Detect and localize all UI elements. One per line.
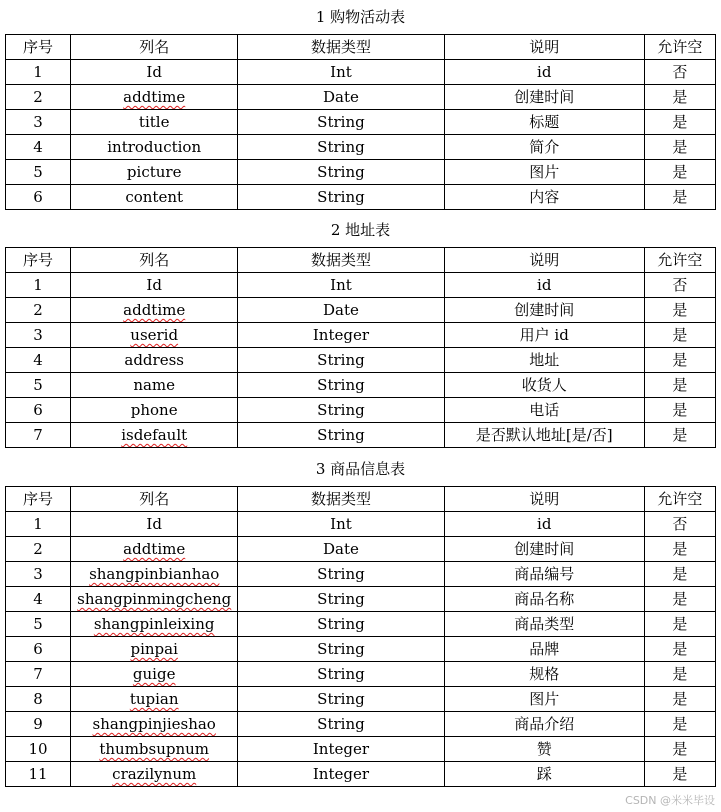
cell-index: 6 <box>6 398 71 423</box>
cell-description: 创建时间 <box>444 298 644 323</box>
column-name-text: pinpai <box>130 640 178 658</box>
cell-description: 是否默认地址[是/否] <box>444 423 644 448</box>
cell-data-type: Int <box>238 60 444 85</box>
header-nullable: 允许空 <box>644 35 715 60</box>
cell-data-type: String <box>238 423 444 448</box>
table-row <box>6 110 716 135</box>
cell-index: 4 <box>6 135 71 160</box>
cell-index: 10 <box>6 737 71 762</box>
cell-nullable: 是 <box>644 423 715 448</box>
cell-description: 商品编号 <box>444 562 644 587</box>
cell-description: 商品介绍 <box>444 712 644 737</box>
cell-column-name <box>71 323 238 348</box>
cell-data-type: Date <box>238 298 444 323</box>
cell-index: 4 <box>6 587 71 612</box>
header-index: 序号 <box>6 248 71 273</box>
table-3 <box>5 486 716 787</box>
cell-description: 标题 <box>444 110 644 135</box>
table-row <box>6 662 716 687</box>
cell-nullable: 是 <box>644 612 715 637</box>
header-description: 说明 <box>444 35 644 60</box>
cell-index: 3 <box>6 562 71 587</box>
cell-data-type: Int <box>238 273 444 298</box>
table-row <box>6 185 716 210</box>
cell-index: 11 <box>6 762 71 787</box>
header-column-name: 列名 <box>71 248 238 273</box>
cell-description: 用户 id <box>444 323 644 348</box>
header-nullable: 允许空 <box>644 248 715 273</box>
cell-index: 2 <box>6 298 71 323</box>
cell-nullable: 否 <box>644 60 715 85</box>
cell-data-type: String <box>238 562 444 587</box>
cell-nullable: 是 <box>644 537 715 562</box>
cell-nullable: 是 <box>644 662 715 687</box>
cell-index: 2 <box>6 85 71 110</box>
cell-data-type: String <box>238 662 444 687</box>
table-1-caption: 1 购物活动表 <box>315 8 406 26</box>
cell-index: 3 <box>6 110 71 135</box>
cell-description: 创建时间 <box>444 85 644 110</box>
column-name-text: shangpinmingcheng <box>77 590 232 608</box>
cell-column-name: Id <box>71 273 238 298</box>
table-3-caption: 3 商品信息表 <box>315 460 406 478</box>
cell-data-type: Integer <box>238 762 444 787</box>
cell-column-name <box>71 637 238 662</box>
header-description: 说明 <box>444 248 644 273</box>
cell-column-name: introduction <box>71 135 238 160</box>
column-name-text: thumbsupnum <box>99 740 210 758</box>
cell-column-name <box>71 737 238 762</box>
column-name-text: userid <box>130 326 179 344</box>
cell-column-name: title <box>71 110 238 135</box>
cell-data-type: String <box>238 712 444 737</box>
table-row <box>6 712 716 737</box>
cell-column-name: picture <box>71 160 238 185</box>
cell-index: 1 <box>6 273 71 298</box>
cell-description: 商品名称 <box>444 587 644 612</box>
cell-description: 创建时间 <box>444 537 644 562</box>
cell-nullable: 是 <box>644 85 715 110</box>
cell-index: 7 <box>6 662 71 687</box>
cell-column-name <box>71 662 238 687</box>
cell-data-type: String <box>238 687 444 712</box>
column-name-text: shangpinleixing <box>93 615 215 633</box>
cell-data-type: String <box>238 612 444 637</box>
header-nullable: 允许空 <box>644 487 715 512</box>
cell-data-type: String <box>238 398 444 423</box>
table-row <box>6 348 716 373</box>
column-name-text: shangpinbianhao <box>89 565 220 583</box>
cell-description: 简介 <box>444 135 644 160</box>
cell-description: id <box>444 512 644 537</box>
cell-data-type: String <box>238 373 444 398</box>
cell-nullable: 是 <box>644 323 715 348</box>
table-row <box>6 562 716 587</box>
header-index: 序号 <box>6 487 71 512</box>
table-row <box>6 323 716 348</box>
table-row <box>6 687 716 712</box>
cell-column-name: name <box>71 373 238 398</box>
header-data-type: 数据类型 <box>238 35 444 60</box>
cell-column-name <box>71 85 238 110</box>
header-row <box>6 35 716 60</box>
cell-description: 图片 <box>444 160 644 185</box>
cell-index: 5 <box>6 160 71 185</box>
cell-nullable: 是 <box>644 762 715 787</box>
cell-nullable: 是 <box>644 562 715 587</box>
cell-nullable: 是 <box>644 687 715 712</box>
cell-nullable: 否 <box>644 273 715 298</box>
header-data-type: 数据类型 <box>238 248 444 273</box>
cell-index: 7 <box>6 423 71 448</box>
cell-description: id <box>444 273 644 298</box>
cell-column-name <box>71 762 238 787</box>
header-data-type: 数据类型 <box>238 487 444 512</box>
cell-description: 规格 <box>444 662 644 687</box>
cell-index: 6 <box>6 185 71 210</box>
cell-description: 内容 <box>444 185 644 210</box>
cell-nullable: 是 <box>644 298 715 323</box>
cell-description: 品牌 <box>444 637 644 662</box>
watermark: CSDN @米米毕设 <box>625 794 715 807</box>
cell-nullable: 是 <box>644 737 715 762</box>
cell-index: 2 <box>6 537 71 562</box>
cell-nullable: 是 <box>644 637 715 662</box>
table-row <box>6 298 716 323</box>
cell-description: 赞 <box>444 737 644 762</box>
cell-nullable: 是 <box>644 160 715 185</box>
cell-index: 9 <box>6 712 71 737</box>
table-row <box>6 512 716 537</box>
column-name-text: shangpinjieshao <box>92 715 216 733</box>
cell-description: 收货人 <box>444 373 644 398</box>
column-name-text: addtime <box>123 301 186 319</box>
table-1 <box>5 34 716 210</box>
cell-data-type: String <box>238 185 444 210</box>
cell-column-name: phone <box>71 398 238 423</box>
table-row <box>6 587 716 612</box>
cell-data-type: String <box>238 587 444 612</box>
table-row <box>6 373 716 398</box>
header-row <box>6 487 716 512</box>
column-name-text: guige <box>132 665 176 683</box>
cell-column-name <box>71 423 238 448</box>
cell-nullable: 否 <box>644 512 715 537</box>
cell-column-name <box>71 298 238 323</box>
table-row <box>6 637 716 662</box>
table-row <box>6 762 716 787</box>
cell-nullable: 是 <box>644 712 715 737</box>
cell-data-type: Integer <box>238 323 444 348</box>
table-row <box>6 537 716 562</box>
cell-nullable: 是 <box>644 135 715 160</box>
header-index: 序号 <box>6 35 71 60</box>
cell-index: 1 <box>6 60 71 85</box>
cell-data-type: Int <box>238 512 444 537</box>
cell-index: 8 <box>6 687 71 712</box>
cell-data-type: String <box>238 110 444 135</box>
cell-data-type: String <box>238 135 444 160</box>
table-2 <box>5 247 716 448</box>
cell-nullable: 是 <box>644 373 715 398</box>
cell-column-name <box>71 712 238 737</box>
cell-data-type: Integer <box>238 737 444 762</box>
cell-index: 4 <box>6 348 71 373</box>
table-2-caption: 2 地址表 <box>330 221 391 239</box>
table-row <box>6 135 716 160</box>
table-row <box>6 85 716 110</box>
cell-column-name: Id <box>71 60 238 85</box>
cell-description: 图片 <box>444 687 644 712</box>
cell-description: 商品类型 <box>444 612 644 637</box>
cell-index: 3 <box>6 323 71 348</box>
cell-index: 5 <box>6 373 71 398</box>
column-name-text: crazilynum <box>112 765 197 783</box>
cell-description: 电话 <box>444 398 644 423</box>
cell-description: 踩 <box>444 762 644 787</box>
table-row <box>6 423 716 448</box>
table-row <box>6 160 716 185</box>
cell-column-name <box>71 687 238 712</box>
cell-nullable: 是 <box>644 348 715 373</box>
table-row <box>6 737 716 762</box>
cell-column-name <box>71 562 238 587</box>
table-row <box>6 612 716 637</box>
cell-data-type: Date <box>238 85 444 110</box>
cell-description: 地址 <box>444 348 644 373</box>
cell-column-name: address <box>71 348 238 373</box>
cell-description: id <box>444 60 644 85</box>
table-row <box>6 60 716 85</box>
cell-index: 5 <box>6 612 71 637</box>
header-column-name: 列名 <box>71 35 238 60</box>
cell-data-type: String <box>238 637 444 662</box>
column-name-text: addtime <box>123 540 186 558</box>
cell-data-type: String <box>238 160 444 185</box>
column-name-text: isdefault <box>121 426 188 444</box>
cell-column-name <box>71 612 238 637</box>
cell-nullable: 是 <box>644 185 715 210</box>
column-name-text: tupian <box>129 690 179 708</box>
table-row <box>6 273 716 298</box>
cell-column-name <box>71 587 238 612</box>
cell-nullable: 是 <box>644 587 715 612</box>
table-row <box>6 398 716 423</box>
cell-nullable: 是 <box>644 398 715 423</box>
cell-data-type: String <box>238 348 444 373</box>
cell-column-name <box>71 537 238 562</box>
column-name-text: addtime <box>123 88 186 106</box>
header-description: 说明 <box>444 487 644 512</box>
cell-index: 1 <box>6 512 71 537</box>
header-row <box>6 248 716 273</box>
cell-index: 6 <box>6 637 71 662</box>
header-column-name: 列名 <box>71 487 238 512</box>
cell-data-type: Date <box>238 537 444 562</box>
cell-column-name: Id <box>71 512 238 537</box>
cell-column-name: content <box>71 185 238 210</box>
cell-nullable: 是 <box>644 110 715 135</box>
